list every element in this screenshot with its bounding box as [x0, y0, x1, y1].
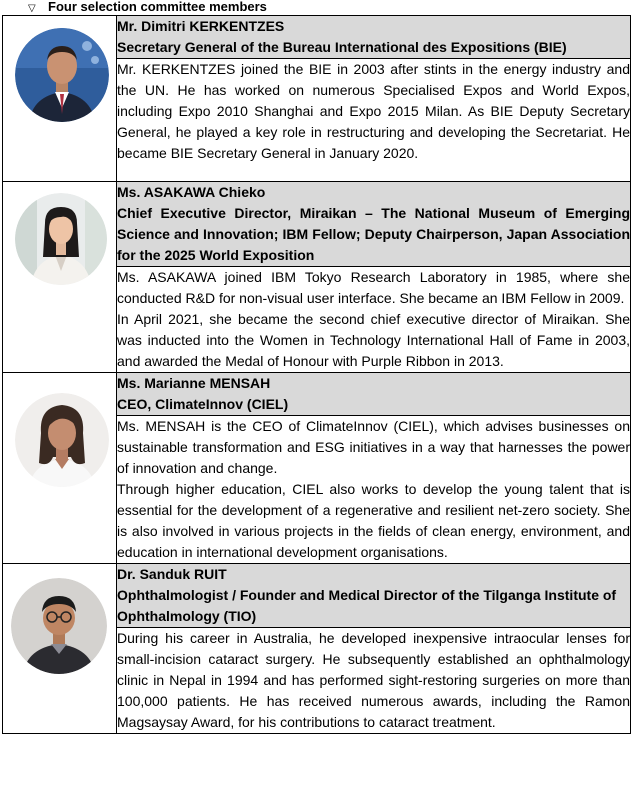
- member-bio-cell: [117, 267, 631, 373]
- member-name-cell: [117, 16, 631, 59]
- member-bio-paragraph: Through higher education, CIEL also works to develop the young talent that is essential for the development of a regenerative and resilient net-zero society. She is also involved in various projects in the fields of clean energy, environment, and education in international development organisations.: [117, 481, 630, 560]
- member-bio-paragraph: In April 2021, she became the second chief executive director of Miraikan. She was inducted into the Women in Technology International Hall of Fame in 2003, and awarded the Medal of Honour with Purple Ribbon in 2013.: [117, 311, 630, 369]
- triangle-bullet-icon: ▽: [28, 3, 36, 14]
- member-bio-paragraph: Ms. MENSAH is the CEO of ClimateInnov (CIEL), which advises businesses on sustainable transformation and ESG initiatives in a way that harnesses the power of innovation and change.: [117, 418, 630, 476]
- member-name-cell: [117, 564, 631, 628]
- member-bio-cell: [117, 628, 631, 734]
- member-row-asakawa: [3, 182, 631, 267]
- member-bio-paragraph: Ms. ASAKAWA joined IBM Tokyo Research Laboratory in 1985, where she conducted R&D for non-visual user interface. She became an IBM Fellow in 2009.: [117, 269, 630, 306]
- member-title: Secretary General of the Bureau International des Expositions (BIE): [117, 39, 567, 55]
- portrait-woman-white-jacket-icon: [15, 193, 107, 285]
- member-photo-cell: [3, 564, 117, 734]
- member-photo-cell: [3, 16, 117, 182]
- member-row-kerkentzes: [3, 16, 631, 59]
- portrait-man-suit-icon: [15, 28, 109, 122]
- member-photo-cell: [3, 182, 117, 373]
- member-photo-cell: [3, 373, 117, 564]
- section-heading: [28, 0, 267, 14]
- member-bio: Mr. KERKENTZES joined the BIE in 2003 after stints in the energy industry and the UN. He has worked on numerous Specialised Expos and World Expos, including Expo 2010 Shanghai and Expo 2015 Milan. As BIE Deputy Secretary General, he played a key role in restructuring and developing the Secretariat. He became BIE Secretary General in January 2020.: [117, 61, 630, 161]
- member-bio: During his career in Australia, he developed inexpensive intraocular lenses for small-incision cataract surgery. He subsequently established an ophthalmology clinic in Nepal in 1994 and has performed sight-restoring surgeries on more than 100,000 patients. He has received numerous awards, including the Ramon Magsaysay Award, for his contributions to cataract treatment.: [117, 630, 630, 730]
- member-name-cell: [117, 182, 631, 267]
- member-name: Ms. Marianne MENSAH: [117, 375, 271, 391]
- member-name: Dr. Sanduk RUIT: [117, 566, 227, 582]
- member-title: Ophthalmologist / Founder and Medical Director of the Tilganga Institute of Ophthalmology (TIO): [117, 587, 617, 624]
- committee-table: [2, 15, 631, 734]
- portrait-man-glasses-icon: [11, 578, 107, 674]
- member-title: Chief Executive Director, Miraikan – The National Museum of Emerging Science and Innovation; IBM Fellow; Deputy Chairperson, Japan Association for the 2025 World Exposition: [117, 205, 630, 263]
- member-name: Mr. Dimitri KERKENTZES: [117, 18, 285, 34]
- member-title: CEO, ClimateInnov (CIEL): [117, 396, 289, 412]
- member-row-mensah: [3, 373, 631, 416]
- member-name: Ms. ASAKAWA Chieko: [117, 184, 266, 200]
- member-name-cell: [117, 373, 631, 416]
- member-row-ruit: [3, 564, 631, 628]
- member-bio-cell: [117, 59, 631, 182]
- member-bio-cell: [117, 416, 631, 564]
- section-title: Four selection committee members: [48, 0, 267, 14]
- portrait-woman-dark-hair-icon: [15, 393, 109, 487]
